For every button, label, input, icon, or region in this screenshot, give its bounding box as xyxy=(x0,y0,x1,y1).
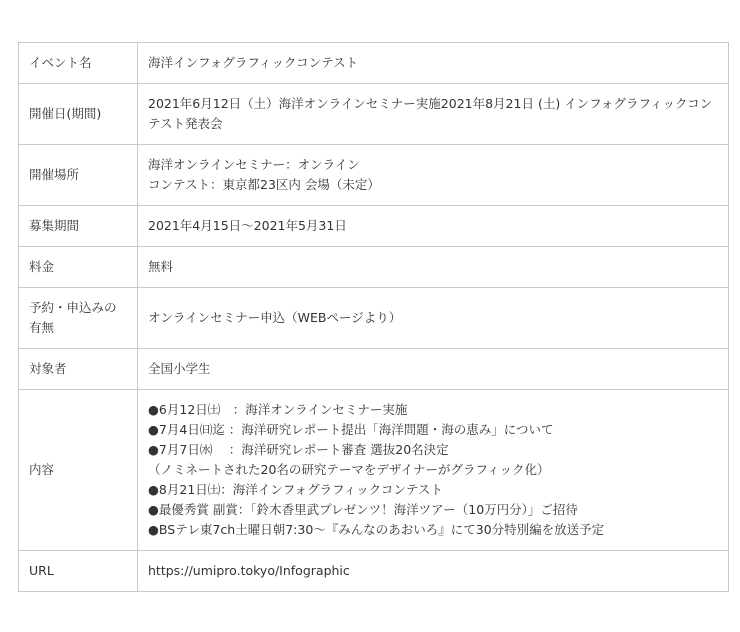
table-row-reservation xyxy=(19,288,729,349)
table-row-content xyxy=(19,390,729,551)
reservation-value: オンラインセミナー申込（WEBページより） xyxy=(148,310,402,325)
table-row-fee xyxy=(19,247,729,288)
row-value xyxy=(138,206,729,247)
row-label: 内容 xyxy=(19,390,138,551)
application-period-value: 2021年4月15日～2021年5月31日 xyxy=(148,218,347,233)
content-line: ●最優秀賞 副賞：「鈴木香里武プレゼンツ！海洋ツアー（10万円分）」ご招待 xyxy=(148,502,578,517)
row-label: イベント名 xyxy=(19,43,138,84)
event-date-value: 2021年6月12日（土）海洋オンラインセミナー実施2021年8月21日 (土) インフォグラフィックコンテスト発表会 xyxy=(148,96,713,131)
content-line: ●BSテレ東7ch土曜日朝7:30～『みんなのあおいろ』にて30分特別編を放送予定 xyxy=(148,522,605,537)
table-row-venue xyxy=(19,145,729,206)
row-label: 開催日(期間) xyxy=(19,84,138,145)
row-label: 開催場所 xyxy=(19,145,138,206)
venue-line: 海洋オンラインセミナー：オンライン xyxy=(148,157,360,172)
table-row-event-name xyxy=(19,43,729,84)
row-value xyxy=(138,551,729,592)
row-label: URL xyxy=(19,551,138,592)
row-value xyxy=(138,84,729,145)
event-info-table xyxy=(18,42,729,592)
row-value xyxy=(138,145,729,206)
content-line: ●6月12日㈯ ：海洋オンラインセミナー実施 xyxy=(148,402,408,417)
table-row-application-period xyxy=(19,206,729,247)
fee-value: 無料 xyxy=(148,259,174,274)
row-label: 募集期間 xyxy=(19,206,138,247)
row-value xyxy=(138,43,729,84)
venue-line: コンテスト：東京都23区内 会場（未定） xyxy=(148,177,380,192)
table-row-event-date xyxy=(19,84,729,145)
url-value: https://umipro.tokyo/Infographic xyxy=(148,563,350,578)
table-row-target xyxy=(19,349,729,390)
content-line: （ノミネートされた20名の研究テーマをデザイナーがグラフィック化） xyxy=(148,462,550,477)
table-row-url xyxy=(19,551,729,592)
row-value xyxy=(138,349,729,390)
target-value: 全国小学生 xyxy=(148,361,211,376)
row-label: 予約・申込みの有無 xyxy=(19,288,138,349)
row-value xyxy=(138,288,729,349)
row-value xyxy=(138,247,729,288)
content-line: ●7月7日㈬ ：海洋研究レポート審査 選抜20名決定 xyxy=(148,442,449,457)
row-label: 対象者 xyxy=(19,349,138,390)
content-line: ●8月21日㈯：海洋インフォグラフィックコンテスト xyxy=(148,482,443,497)
row-label: 料金 xyxy=(19,247,138,288)
event-name-value: 海洋インフォグラフィックコンテスト xyxy=(148,55,359,70)
content-line: ●7月4日㈰迄 ：海洋研究レポート提出「海洋問題・海の恵み」について xyxy=(148,422,554,437)
row-value xyxy=(138,390,729,551)
